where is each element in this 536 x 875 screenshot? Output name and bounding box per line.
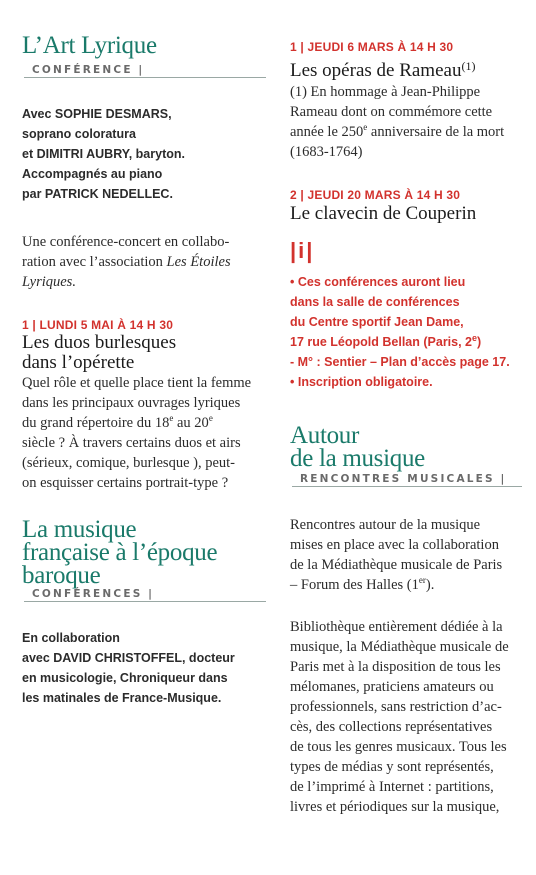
autour-kicker-text: RENCONTRES MUSICALES: [300, 473, 495, 485]
collab-line: avec DAVID CHRISTOFFEL, docteur: [22, 651, 235, 665]
title-line: de la musique: [290, 445, 425, 472]
autour-title: [290, 424, 425, 470]
autour-body: [290, 617, 526, 817]
intro-line: Rencontres autour de la musique: [290, 517, 481, 533]
art-lyrique-kicker: CONFÉRENCE |: [32, 64, 143, 76]
body-line: mélomanes, praticiens amateurs ou: [290, 679, 494, 695]
body-line: on esquisser certains portrait-type ?: [22, 475, 229, 491]
body-line: (sérieux, comique, burlesque ), peut-: [22, 455, 235, 471]
art-lyrique-description: [22, 232, 231, 292]
session-title-line: dans l’opérette: [22, 352, 135, 373]
body-line: de tous les genres musicaux. Tous les: [290, 739, 507, 755]
body-line: livres et périodiques sur la musique,: [290, 799, 500, 815]
info-line: dans la salle de conférences: [290, 295, 460, 309]
title-line: baroque: [22, 562, 101, 589]
musique-francaise-title: [22, 518, 217, 587]
description-line: Une conférence-concert en collabo-: [22, 234, 230, 250]
performer-line: et DIMITRI AUBRY, baryton.: [22, 147, 185, 161]
session1-title-text: Les opéras de Rameau: [290, 60, 462, 81]
autour-kicker: RENCONTRES MUSICALES |: [300, 473, 505, 485]
session1-body: [290, 82, 526, 162]
body-line: année le 250e anniversaire de la mort: [290, 122, 505, 140]
session-body: [22, 373, 270, 493]
collab-line: En collaboration: [22, 631, 120, 645]
body-line: de l’imprimé à Internet : partitions,: [290, 779, 494, 795]
body-line: Bibliothèque entièrement dédiée à la: [290, 619, 503, 635]
title-line: La musique: [22, 516, 137, 543]
body-line: siècle ? À travers certains duos et airs: [22, 435, 241, 451]
musique-francaise-rule: [24, 601, 266, 602]
performer-line: soprano coloratura: [22, 127, 136, 141]
body-line: (1683-1764): [290, 144, 363, 160]
body-line: musique, la Médiathèque musicale de: [290, 639, 509, 655]
body-line: Paris met à la disposition de tous les: [290, 659, 501, 675]
body-line: (1) En hommage à Jean-Philippe: [290, 84, 481, 100]
musique-francaise-collab: [22, 628, 235, 708]
intro-line: – Forum des Halles (1er).: [290, 575, 435, 593]
session2-title: Le clavecin de Couperin: [290, 203, 477, 224]
session-date: 1 | LUNDI 5 MAI À 14 H 30: [22, 318, 174, 332]
info-line: 17 rue Léopold Bellan (Paris, 2e): [290, 332, 482, 349]
art-lyrique-kicker-text: CONFÉRENCE: [32, 64, 133, 76]
body-line: Rameau dont on commémore cette: [290, 104, 493, 120]
body-line: Quel rôle et quelle place tient la femme: [22, 375, 252, 391]
session2-date: 2 | JEUDI 20 MARS À 14 H 30: [290, 188, 461, 202]
info-icon: |i|: [290, 238, 315, 263]
body-line: dans les principaux ouvrages lyriques: [22, 395, 241, 411]
collab-line: en musicologie, Chroniqueur dans: [22, 671, 228, 685]
musique-francaise-kicker: CONFÉRENCES |: [32, 588, 152, 600]
body-line: du grand répertoire du 18e au 20e: [22, 413, 213, 431]
art-lyrique-title: L’Art Lyrique: [22, 32, 157, 59]
info-line: - M° : Sentier – Plan d’accès page 17.: [290, 355, 510, 369]
performer-line: Accompagnés au piano: [22, 167, 163, 181]
performer-line: par PATRICK NEDELLEC.: [22, 187, 173, 201]
info-line: • Inscription obligatoire.: [290, 375, 433, 389]
title-line: française à l’époque: [22, 539, 218, 566]
art-lyrique-performers: [22, 104, 185, 204]
description-line: ration avec l’association Les Étoiles: [22, 254, 231, 270]
body-line: professionnels, sans restriction d’ac-: [290, 699, 502, 715]
autour-intro: [290, 515, 526, 595]
title-line: Autour: [290, 422, 360, 449]
session1-date: 1 | JEUDI 6 MARS À 14 H 30: [290, 40, 454, 54]
autour-rule: [292, 486, 522, 487]
body-line: cès, des collections représentatives: [290, 719, 493, 735]
musique-francaise-kicker-text: CONFÉRENCES: [32, 588, 143, 600]
body-line: types de médias y sont représentés,: [290, 759, 494, 775]
info-line: du Centre sportif Jean Dame,: [290, 315, 464, 329]
performer-line: Avec SOPHIE DESMARS,: [22, 107, 172, 121]
collab-line: les matinales de France-Musique.: [22, 691, 222, 705]
session-title: [22, 333, 176, 373]
info-block: [290, 272, 530, 392]
intro-line: mises en place avec la collaboration: [290, 537, 499, 553]
session1-title-note: (1): [461, 59, 476, 73]
session1-title: [290, 56, 475, 81]
intro-line: de la Médiathèque musicale de Paris: [290, 557, 503, 573]
description-line: Lyriques.: [22, 274, 76, 290]
art-lyrique-rule: [24, 77, 266, 78]
info-line: • Ces conférences auront lieu: [290, 275, 466, 289]
session-title-line: Les duos burlesques: [22, 332, 177, 353]
